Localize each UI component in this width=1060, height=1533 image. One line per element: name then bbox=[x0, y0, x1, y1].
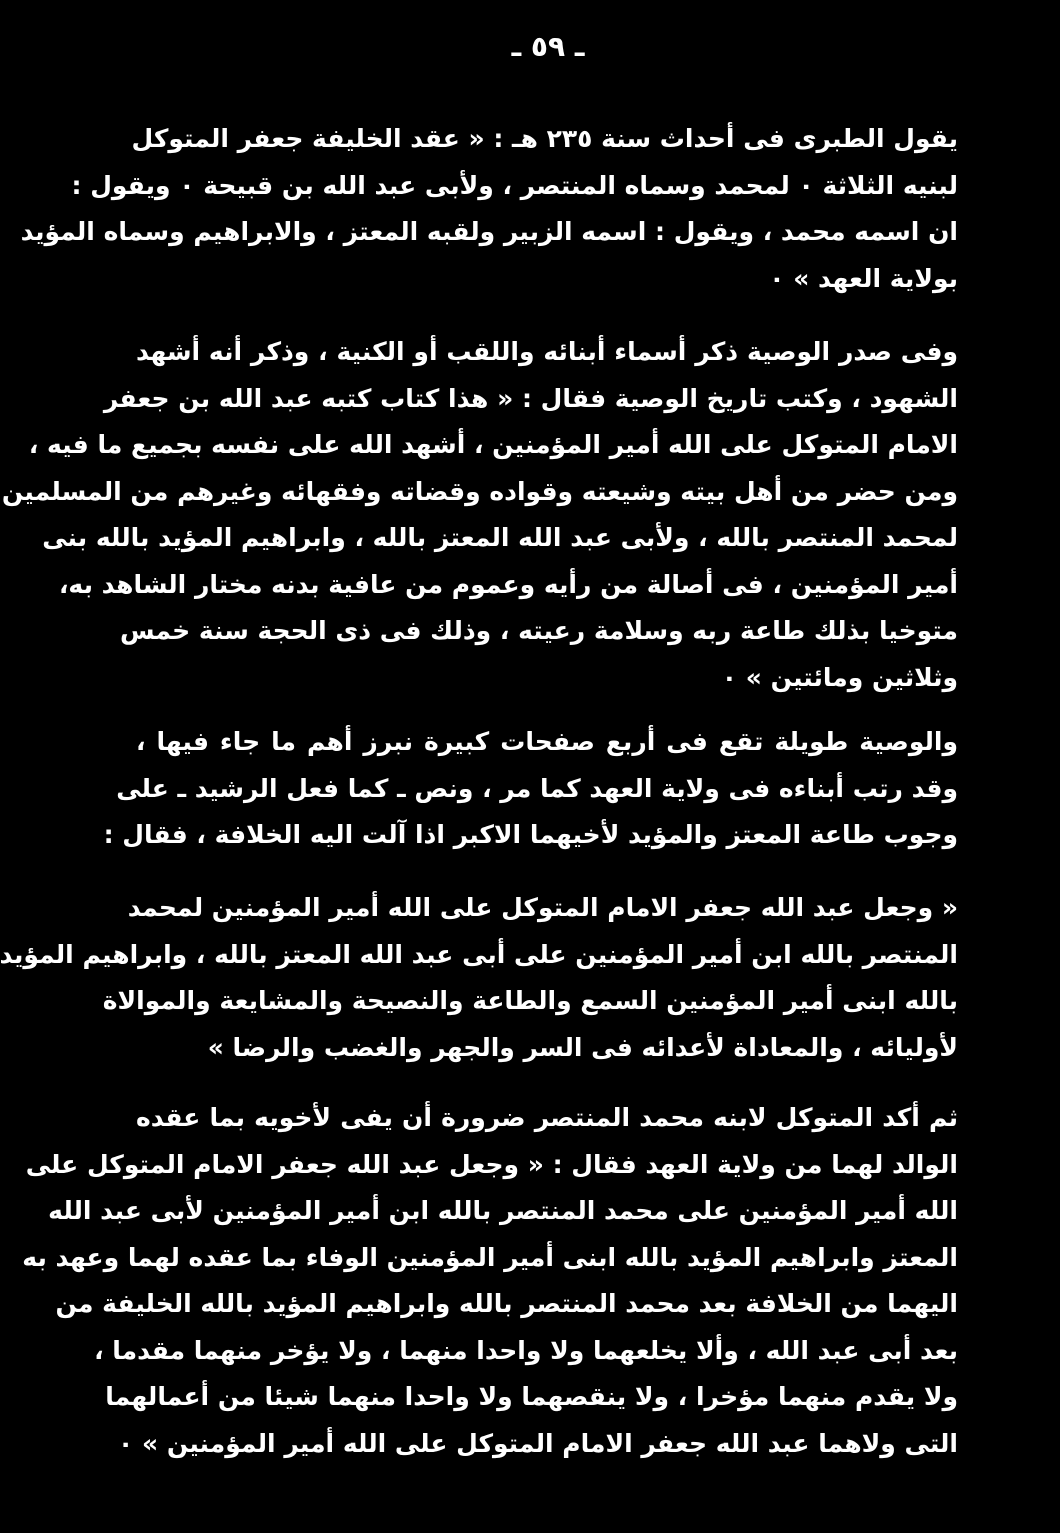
paragraph-4 bbox=[0, 885, 958, 1071]
text-line: الامام المتوكل على الله أمير المؤمنين ، أشهد الله على نفسه بجميع ما فيه ، bbox=[28, 430, 958, 459]
text-line: الشهود ، وكتب تاريخ الوصية فقال : « هذا كتاب كتبه عبد الله بن جعفر bbox=[103, 383, 958, 413]
text-line: ولا يقدم منهما مؤخرا ، ولا ينقصهما ولا واحدا منهما شيئا من أعمالهما bbox=[105, 1382, 958, 1411]
text-line: والوصية طويلة تقع فى أربع صفحات كبيرة نبرز أهم ما جاء فيها ، bbox=[136, 727, 958, 756]
text-line: وقد رتب أبناءه فى ولاية العهد كما مر ، ونص ـ كما فعل الرشيد ـ على bbox=[116, 773, 958, 803]
text-line: لمحمد المنتصر بالله ، ولأبى عبد الله المعتز بالله ، وابراهيم المؤيد بالله بنى bbox=[42, 523, 958, 552]
paragraph-5 bbox=[22, 1095, 958, 1467]
text-line: وفى صدر الوصية ذكر أسماء أبنائه واللقب أو الكنية ، وذكر أنه أشهد bbox=[136, 337, 958, 366]
text-line: « وجعل عبد الله جعفر الامام المتوكل على الله أمير المؤمنين لمحمد bbox=[127, 893, 958, 922]
text-line: الله أمير المؤمنين على محمد المنتصر بالله ابن أمير المؤمنين لأبى عبد الله bbox=[48, 1196, 958, 1225]
page-number: ـ ٥٩ ـ bbox=[511, 30, 585, 63]
text-line: وثلاثين ومائتين » ٠ bbox=[721, 662, 958, 692]
text-line: يقول الطبرى فى أحداث سنة ٢٣٥ هـ : « عقد الخليفة جعفر المتوكل bbox=[131, 124, 958, 153]
text-line: بالله ابنى أمير المؤمنين السمع والطاعة والنصيحة والمشايعة والموالاة bbox=[102, 986, 958, 1015]
text-line: لأوليائه ، والمعاداة لأعدائه فى السر والجهر والغضب والرضا » bbox=[207, 1032, 958, 1062]
text-line: لبنيه الثلاثة ٠ لمحمد وسماه المنتصر ، ولأبى عبد الله بن قبيحة ٠ ويقول : bbox=[71, 170, 958, 200]
text-line: المعتز وابراهيم المؤيد بالله ابنى أمير المؤمنين الوفاء بما عقده لهما وعهد به bbox=[22, 1242, 958, 1272]
paragraph-1 bbox=[20, 116, 958, 302]
text-line: وجوب طاعة المعتز والمؤيد لأخيهما الاكبر اذا آلت اليه الخلافة ، فقال : bbox=[103, 820, 958, 849]
text-line: التى ولاهما عبد الله جعفر الامام المتوكل على الله أمير المؤمنين » ٠ bbox=[118, 1428, 958, 1458]
text-line: متوخيا بذلك طاعة ربه وسلامة رعيته ، وذلك فى ذى الحجة سنة خمس bbox=[120, 616, 958, 645]
text-line: ومن حضر من أهل بيته وشيعته وقواده وقضاته وفقهائه وغيرهم من المسلمين bbox=[1, 476, 958, 506]
paragraph-3 bbox=[103, 719, 958, 859]
paragraph-2 bbox=[1, 329, 958, 701]
text-line: أمير المؤمنين ، فى أصالة من رأيه وعموم من عافية بدنه مختار الشاهد به، bbox=[58, 569, 958, 599]
text-line: ان اسمه محمد ، ويقول : اسمه الزبير ولقبه المعتز ، والابراهيم وسماه المؤيد bbox=[20, 217, 958, 246]
text-line: بولاية العهد » ٠ bbox=[769, 263, 958, 293]
text-line: بعد أبى عبد الله ، وألا يخلعهما ولا واحدا منهما ، ولا يؤخر منهما مقدما ، bbox=[94, 1335, 958, 1365]
text-line: المنتصر بالله ابن أمير المؤمنين على أبى عبد الله المعتز بالله ، وابراهيم المؤيد bbox=[0, 939, 958, 969]
text-line: اليهما من الخلافة بعد محمد المنتصر بالله وابراهيم المؤيد بالله الخليفة من bbox=[55, 1289, 958, 1318]
text-line: ثم أكد المتوكل لابنه محمد المنتصر ضرورة أن يفى لأخويه بما عقده bbox=[136, 1103, 958, 1132]
text-line: الوالد لهما من ولاية العهد فقال : « وجعل عبد الله جعفر الامام المتوكل على bbox=[25, 1149, 958, 1179]
